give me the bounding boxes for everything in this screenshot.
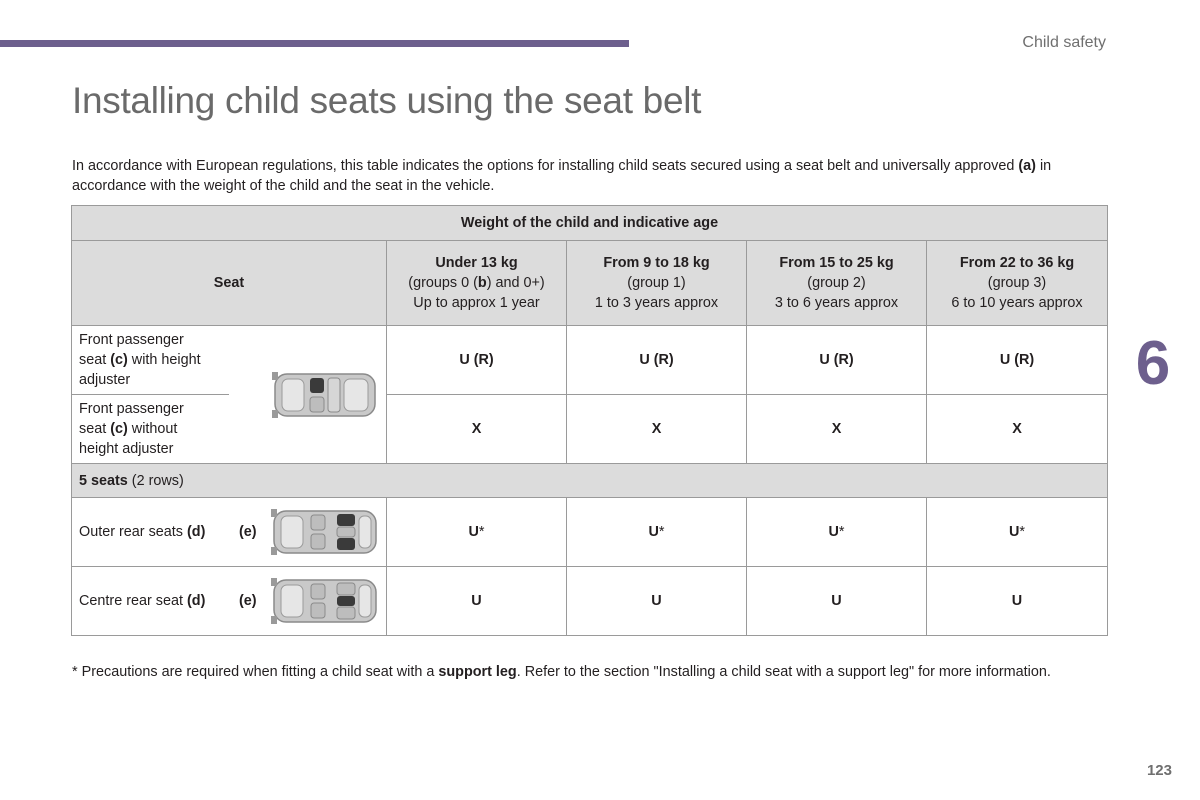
value-cell: U (R) — [567, 326, 747, 395]
value-cell: X — [387, 395, 567, 464]
car-top-view-outer-rear-icon — [271, 507, 379, 557]
footnote: * Precautions are required when fitting a child seat with a support leg. Refer to the section "Installing a child seat with a support leg" for more information. — [72, 664, 1051, 680]
column-age: 3 to 6 years approx — [774, 295, 899, 311]
column-weight: Under 13 kg — [435, 255, 518, 271]
column-group: (group 3) — [987, 275, 1047, 291]
value-cell: U* — [387, 498, 567, 567]
column-age: 6 to 10 years approx — [951, 295, 1083, 311]
column-group: (group 1) — [627, 275, 686, 291]
section-label: Child safety — [1022, 34, 1106, 51]
centre-rear-label: Centre rear seat (d) — [79, 593, 206, 609]
front-noheight-label: Front passenger seat (c) without height adjuster — [79, 401, 184, 457]
section-row-5-seats: 5 seats (2 rows) — [72, 464, 1108, 498]
top-accent-bar — [0, 40, 629, 47]
car-top-view-front-seat-icon — [272, 370, 378, 420]
seat-header: Seat — [72, 241, 387, 326]
value-cell: U* — [927, 498, 1108, 567]
centre-rear-ref: (e) — [239, 593, 257, 609]
front-seat-label-cell — [72, 326, 387, 464]
intro-ref: (a) — [1018, 158, 1036, 174]
intro-text: In accordance with European regulations, this table indicates the options for installing child seats secured using a seat belt and universally approved — [72, 158, 1019, 174]
outer-rear-label-cell — [72, 498, 387, 567]
column-weight: From 22 to 36 kg — [959, 255, 1075, 271]
page-number: 123 — [1146, 762, 1172, 779]
child-seat-table — [71, 205, 1108, 636]
front-height-label: Front passenger seat (c) with height adjuster — [79, 332, 201, 388]
car-top-view-centre-rear-icon — [271, 576, 379, 626]
value-cell: U (R) — [927, 326, 1108, 395]
column-age: Up to approx 1 year — [413, 295, 540, 311]
column-group: (groups 0 (b) and 0+) — [408, 275, 545, 291]
value-cell: U* — [747, 498, 927, 567]
column-header — [387, 241, 567, 326]
column-weight: From 15 to 25 kg — [779, 255, 894, 271]
centre-rear-label-cell — [72, 567, 387, 636]
intro-paragraph — [72, 156, 1112, 196]
outer-rear-ref: (e) — [239, 524, 257, 540]
value-cell: X — [747, 395, 927, 464]
value-cell: X — [567, 395, 747, 464]
table-top-header: Weight of the child and indicative age — [72, 206, 1108, 241]
value-cell: U — [927, 567, 1108, 636]
intro-text-2: in accordance with the weight of the child and the seat in the vehicle. — [72, 158, 1052, 194]
page-title: Installing child seats using the seat belt — [72, 80, 702, 121]
value-cell: U — [747, 567, 927, 636]
column-age: 1 to 3 years approx — [594, 295, 719, 311]
value-cell: U — [387, 567, 567, 636]
chapter-number: 6 — [1135, 329, 1171, 398]
column-group: (group 2) — [807, 275, 866, 291]
value-cell: X — [927, 395, 1108, 464]
column-weight: From 9 to 18 kg — [603, 255, 710, 271]
value-cell: U (R) — [747, 326, 927, 395]
value-cell: U* — [567, 498, 747, 567]
column-header — [927, 241, 1108, 326]
column-header — [747, 241, 927, 326]
outer-rear-label: Outer rear seats (d) — [79, 524, 206, 540]
value-cell: U (R) — [387, 326, 567, 395]
column-header — [567, 241, 747, 326]
value-cell: U — [567, 567, 747, 636]
